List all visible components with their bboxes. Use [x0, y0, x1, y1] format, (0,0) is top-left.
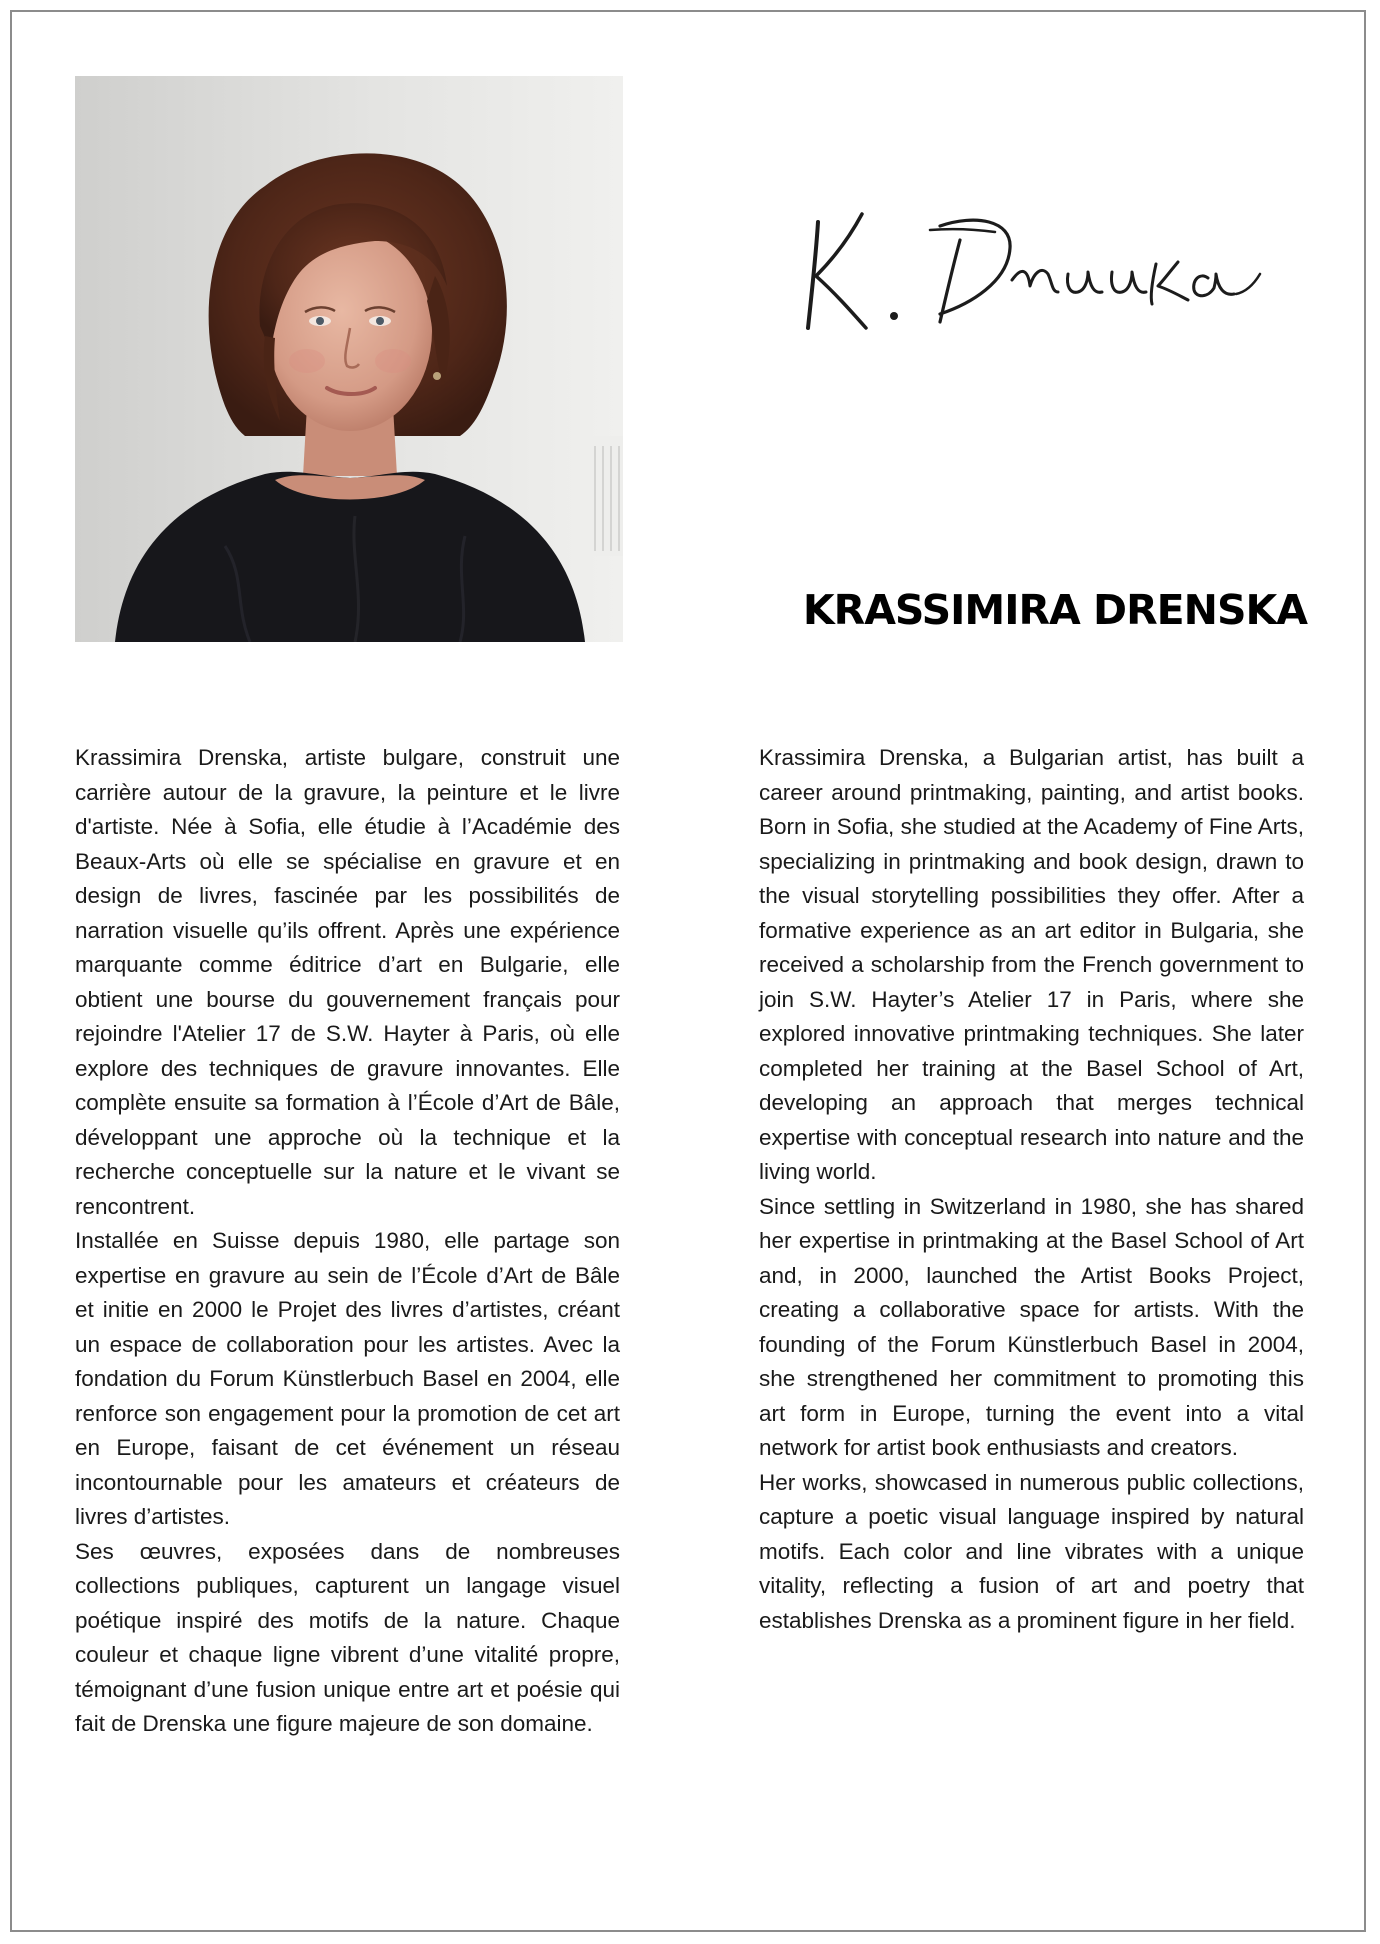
bio-english-paragraph-2: Since settling in Switzerland in 1980, she has shared her expertise in printmaking at the Basel School of Art and, in 2000, launched the Artist Books Project, creating a collaborative space for artists. With the founding of the Forum Künstlerbuch Basel in 2004, she strengthened her commitment to promoting this art form in Europe, turning the event into a vital network for artist book enthusiasts and creators. — [759, 1193, 1304, 1460]
signature — [790, 200, 1280, 340]
bio-french-paragraph-2: Installée en Suisse depuis 1980, elle partage son expertise en gravure au sein de l’École d’Art de Bâle et initie en 2000 le Projet des livres d’artistes, créant un espace de collaboration pour les artistes. Avec la fondation du Forum Künstlerbuch Basel en 2004, elle renforce son engagement pour la promotion de cet art en Europe, faisant de cet événement un réseau incontournable pour les amateurs et créateurs de livres d’artistes. — [75, 1228, 620, 1529]
bio-english-paragraph-1: Krassimira Drenska, a Bulgarian artist, has built a career around printmaking, painting, and artist books. Born in Sofia, she studied at the Academy of Fine Arts, specializing in printmaking and book design, drawn to the visual storytelling possibilities they offer. After a formative experience as an art editor in Bulgaria, she received a scholarship from the French government to join S.W. Hayter’s Atelier 17 in Paris, where she explored innovative printmaking techniques. She later completed her training at the Basel School of Art, developing an approach that merges technical expertise with conceptual research into nature and the living world. — [759, 745, 1304, 1184]
artist-name-heading: KRASSIMIRA DRENSKA — [802, 586, 1307, 634]
handwritten-signature-icon — [790, 200, 1280, 340]
portrait-photo-icon — [75, 76, 623, 642]
bio-french-column — [75, 741, 620, 1742]
bio-english-column — [759, 741, 1304, 1638]
bio-english-paragraph-3: Her works, showcased in numerous public collections, capture a poetic visual language inspired by natural motifs. Each color and line vibrates with a unique vitality, reflecting a fusion of art and poetry that establishes Drenska as a prominent figure in her field. — [759, 1469, 1304, 1633]
bio-french-paragraph-1: Krassimira Drenska, artiste bulgare, construit une carrière autour de la gravure, la peinture et le livre d'artiste. Née à Sofia, elle étudie à l’Académie des Beaux-Arts où elle se spécialise en gravure et en design de livres, fascinée par les possibilités de narration visuelle qu’ils offrent. Après une expérience marquante comme éditrice d’art en Bulgarie, elle obtient une bourse du gouvernement français pour rejoindre l'Atelier 17 de S.W. Hayter à Paris, où elle explore des techniques de gravure innovantes. Elle complète ensuite sa formation à l’École d’Art de Bâle, développant une approche où la technique et la recherche conceptuelle sur la nature et le vivant se rencontrent. — [75, 745, 620, 1219]
portrait-photo — [75, 76, 623, 642]
bio-french-paragraph-3: Ses œuvres, exposées dans de nombreuses collections publiques, capturent un langage visuel poétique inspiré des motifs de la nature. Chaque couleur et chaque ligne vibrent d’une vitalité propre, témoignant d’une fusion unique entre art et poésie qui fait de Drenska une figure majeure de son domaine. — [75, 1538, 620, 1736]
